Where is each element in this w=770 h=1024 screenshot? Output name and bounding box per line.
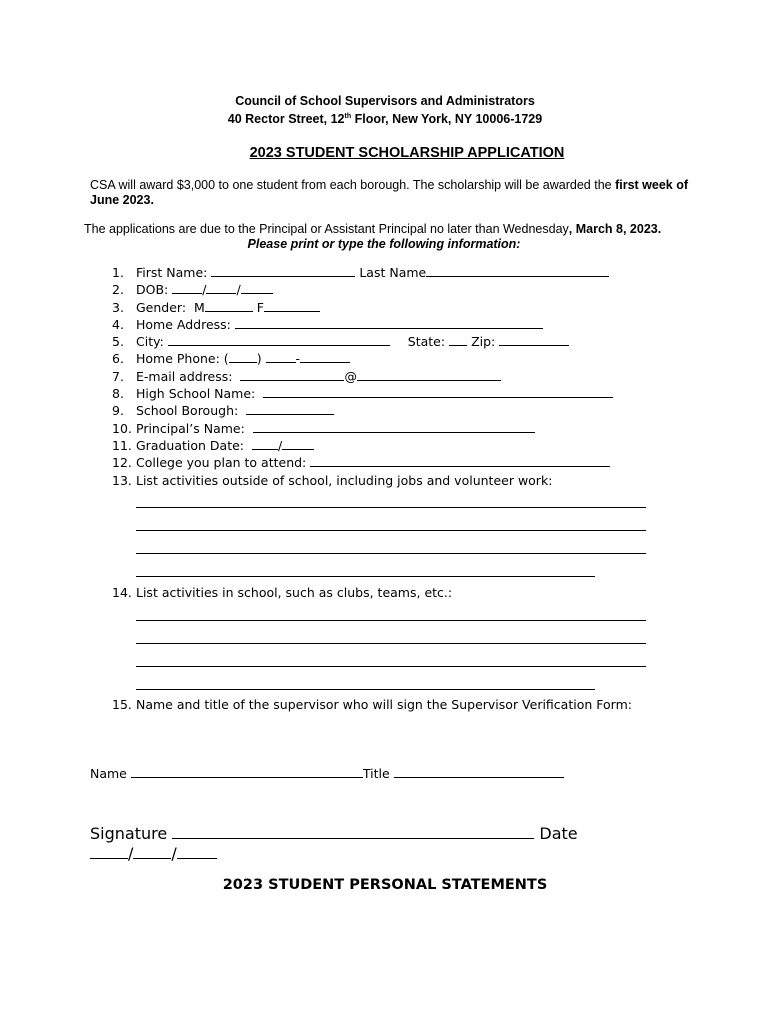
signature-line: Signature Date [90, 824, 578, 843]
graduation-month-field[interactable] [252, 437, 278, 450]
dob-year-field[interactable] [241, 281, 273, 294]
field-high-school: 8. High School Name: [112, 385, 672, 402]
college-field[interactable] [310, 454, 610, 467]
phone-area-field[interactable] [229, 350, 257, 363]
field-home-address: 4. Home Address: [112, 316, 672, 333]
activities-outside-line-3[interactable] [136, 553, 646, 554]
last-name-field[interactable] [426, 264, 609, 277]
field-dob: 2. DOB: / / [112, 281, 672, 298]
home-address-field[interactable] [235, 316, 543, 329]
first-name-field[interactable] [211, 264, 355, 277]
dob-day-field[interactable] [206, 281, 236, 294]
activities-outside-line-2[interactable] [136, 530, 646, 531]
field-name: 1. First Name: Last Name [112, 264, 672, 281]
org-address: 40 Rector Street, 12th Floor, New York, NY 10006-1729 [227, 112, 543, 127]
application-fields [112, 264, 672, 489]
instruction-text: Please print or type the following information: [247, 237, 521, 251]
supervisor-title-field[interactable] [394, 765, 564, 778]
intro-paragraph: CSA will award $3,000 to one student from each borough. The scholarship will be awarded the first week of June 2023. [90, 178, 689, 207]
activities-outside-line-1[interactable] [136, 507, 646, 508]
activities-in-line-4[interactable] [136, 689, 595, 690]
field-gender: 3. Gender: M F [112, 299, 672, 316]
field-activities-outside: 13. List activities outside of school, including jobs and volunteer work: [112, 472, 553, 488]
org-name: Council of School Supervisors and Administrators [235, 94, 535, 108]
activities-in-line-2[interactable] [136, 643, 646, 644]
due-paragraph: The applications are due to the Principal or Assistant Principal no later than Wednesday, March 8, 2023. [84, 222, 662, 236]
dob-month-field[interactable] [172, 281, 202, 294]
graduation-year-field[interactable] [282, 437, 314, 450]
gender-m-field[interactable] [205, 299, 253, 312]
email-user-field[interactable] [240, 368, 344, 381]
phone-line-field[interactable] [300, 350, 350, 363]
principal-field[interactable] [253, 420, 535, 433]
org-header [0, 94, 770, 127]
zip-field[interactable] [499, 333, 569, 346]
activities-outside-line-4[interactable] [136, 576, 595, 577]
gender-f-field[interactable] [264, 299, 320, 312]
activities-in-line-1[interactable] [136, 620, 646, 621]
email-domain-field[interactable] [357, 368, 501, 381]
date-day-field[interactable] [133, 843, 171, 859]
personal-statements-title: 2023 STUDENT PERSONAL STATEMENTS [222, 877, 548, 893]
city-field[interactable] [168, 333, 390, 346]
date-year-field[interactable] [177, 843, 217, 859]
state-field[interactable] [449, 333, 467, 346]
field-principal: 10. Principal’s Name: [112, 420, 672, 437]
field-college: 12. College you plan to attend: [112, 454, 672, 471]
high-school-field[interactable] [263, 385, 613, 398]
field-activities-in: 14. List activities in school, such as clubs, teams, etc.: [112, 585, 453, 600]
field-email: 7. E-mail address: @ [112, 368, 672, 385]
field-graduation: 11. Graduation Date: / [112, 437, 672, 454]
signature-field[interactable] [172, 823, 534, 839]
activities-in-line-3[interactable] [136, 666, 646, 667]
field-city: 5. City: State: Zip: [112, 333, 672, 350]
supervisor-line: Name Title [90, 765, 564, 781]
date-line: / / [90, 843, 217, 863]
borough-field[interactable] [246, 402, 334, 415]
field-borough: 9. School Borough: [112, 402, 672, 419]
phone-prefix-field[interactable] [266, 350, 296, 363]
page-title: 2023 STUDENT SCHOLARSHIP APPLICATION [249, 145, 565, 161]
date-month-field[interactable] [90, 843, 128, 859]
supervisor-name-field[interactable] [131, 765, 363, 778]
field-supervisor: 15. Name and title of the supervisor who will sign the Supervisor Verification Form: [112, 697, 632, 712]
field-home-phone: 6. Home Phone: ( ) - [112, 350, 672, 367]
